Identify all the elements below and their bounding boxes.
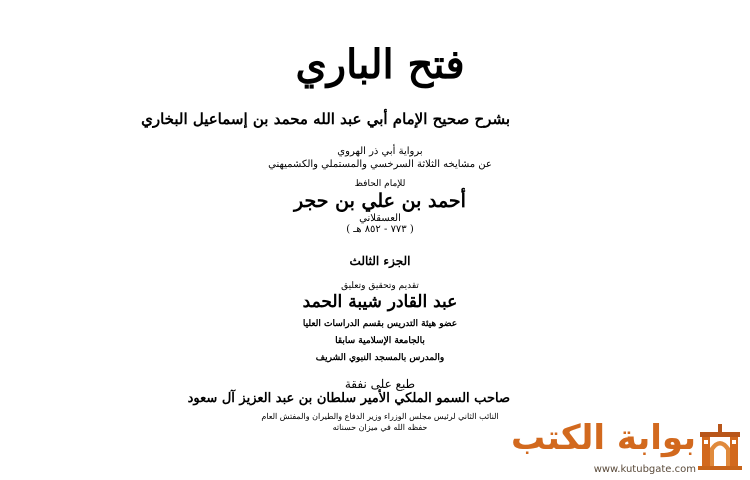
- author-name: أحمد بن علي بن حجر: [294, 190, 466, 212]
- editor-name: عبد القادر شيبة الحمد: [302, 292, 458, 312]
- narration-line: برواية أبي ذر الهروي: [337, 146, 423, 157]
- book-title: فتح الباري: [295, 41, 465, 88]
- patron-title-line: حفظه الله في ميزان حسناته: [332, 423, 428, 432]
- gate-icon: [696, 422, 744, 472]
- book-subtitle: بشرح صحيح الإمام أبي عبد الله محمد بن إسماعيل البخاري: [141, 110, 510, 128]
- narration-line: عن مشايخه الثلاثة السرخسي والمستملي والكشميهني: [268, 158, 492, 170]
- editor-bio-line: عضو هيئة التدريس بقسم الدراسات العليا: [302, 319, 458, 329]
- watermark-url: www.kutubgate.com: [593, 464, 696, 475]
- imam-label: للإمام الحافظ: [354, 179, 406, 189]
- patron-name: صاحب السمو الملكي الأمير سلطان بن عبد العزيز آل سعود: [187, 391, 510, 406]
- editor-bio-line: بالجامعة الإسلامية سابقا: [335, 336, 425, 346]
- patron-title-line: النائب الثاني لرئيس مجلس الوزراء وزير الدفاع والطيران والمفتش العام: [261, 412, 499, 421]
- watermark-logo-text: بوابة الكتب: [510, 418, 696, 458]
- editor-bio-line: والمدرس بالمسجد النبوي الشريف: [315, 353, 445, 363]
- author-dates: ( ٧٧٣ - ٨٥٢ هـ ): [346, 224, 414, 235]
- watermark-logo: [510, 418, 750, 480]
- editor-bio: [250, 316, 510, 367]
- author-nisba: العسقلاني: [359, 213, 401, 224]
- narration-block: [250, 146, 510, 171]
- patron-titles: [250, 411, 510, 433]
- volume-label: الجزء الثالث: [349, 254, 411, 268]
- editor-intro: تقديم وتحقيق وتعليق: [341, 281, 419, 291]
- printing-label: طبع على نفقة: [344, 377, 416, 391]
